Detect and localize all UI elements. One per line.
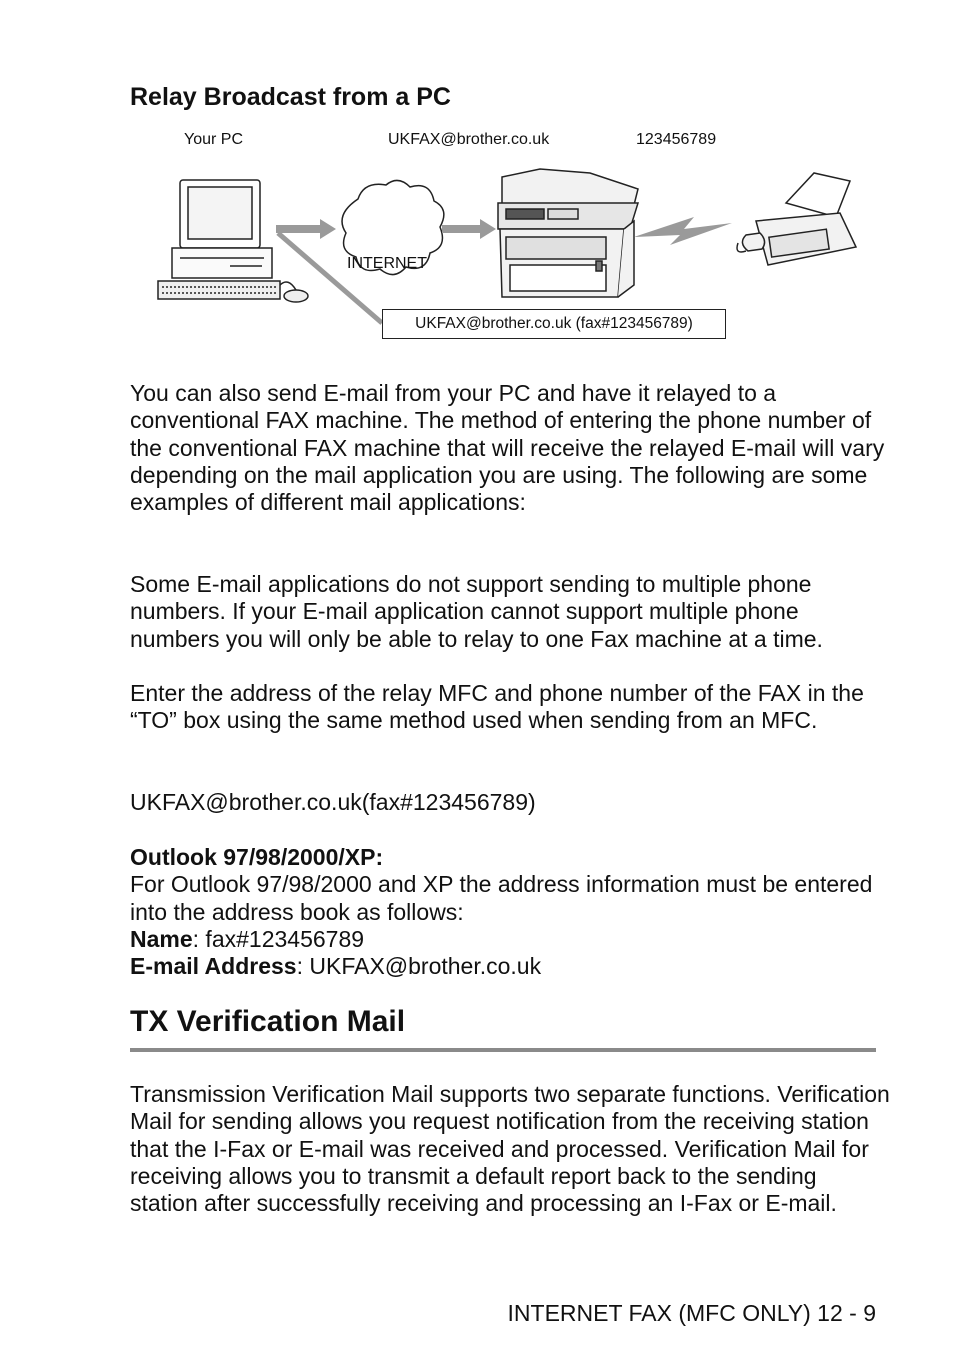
label-your-pc: Your PC [184,131,243,148]
relay-example-address: UKFAX@brother.co.uk(fax#123456789) [130,789,536,815]
email-label: E-mail Address [130,953,297,980]
tx-paragraph: Transmission Verification Mail supports two separate functions. Verification Mail for sending allows you request notification from the receiving station that the I-Fax or E-mail was received and processed. Verification Mail for receiving allows you to transmit a default report back to the sending station after successfully receiving and processing an I-Fax or E-mail. [130,1081,890,1217]
fax-machine-icon [737,173,856,265]
relay-paragraph-2: Some E-mail applications do not support sending to multiple phone numbers. If your E-mail application cannot support multiple phone numbers you will only be able to relay to one Fax machine at a time. [130,571,823,652]
name-value: : fax#123456789 [192,925,365,952]
relay-paragraph-3: Enter the address of the relay MFC and phone number of the FAX in the “TO” box using the same method used when sending from an MFC. [130,680,864,734]
heading-rule [130,1048,876,1052]
relay-diagram [150,125,870,350]
outlook-heading: Outlook 97/98/2000/XP: [130,844,384,870]
relay-paragraph-1: You can also send E-mail from your PC and have it relayed to a conventional FAX machine. The method of entering the phone number of the conventional FAX machine that will receive the relayed E-mail will vary depending on the mail application you are using. The following are some examples of different mail applications: [130,380,885,516]
outlook-text: For Outlook 97/98/2000 and XP the address information must be entered into the address book as follows: [130,871,873,925]
email-value: : UKFAX@brother.co.uk [296,953,542,980]
name-label: Name [130,925,193,952]
label-relay-email: UKFAX@brother.co.uk [388,131,550,148]
page-footer: INTERNET FAX (MFC ONLY) 12 - 9 [507,1300,876,1326]
arrow-to-mfc-icon [442,219,496,239]
outlook-block [130,844,890,980]
label-fax-number: 123456789 [636,131,717,148]
transmission-lightning-icon [634,217,732,245]
outlook-name-line [130,926,890,953]
relay-address-box: UKFAX@brother.co.uk (fax#123456789) [382,309,726,339]
mfc-machine-icon [498,169,638,297]
internet-label: INTERNET [347,255,427,272]
outlook-email-line [130,953,890,980]
section-heading-relay-broadcast: Relay Broadcast from a PC [130,83,451,111]
section-heading-tx-verification: TX Verification Mail [130,1005,406,1038]
